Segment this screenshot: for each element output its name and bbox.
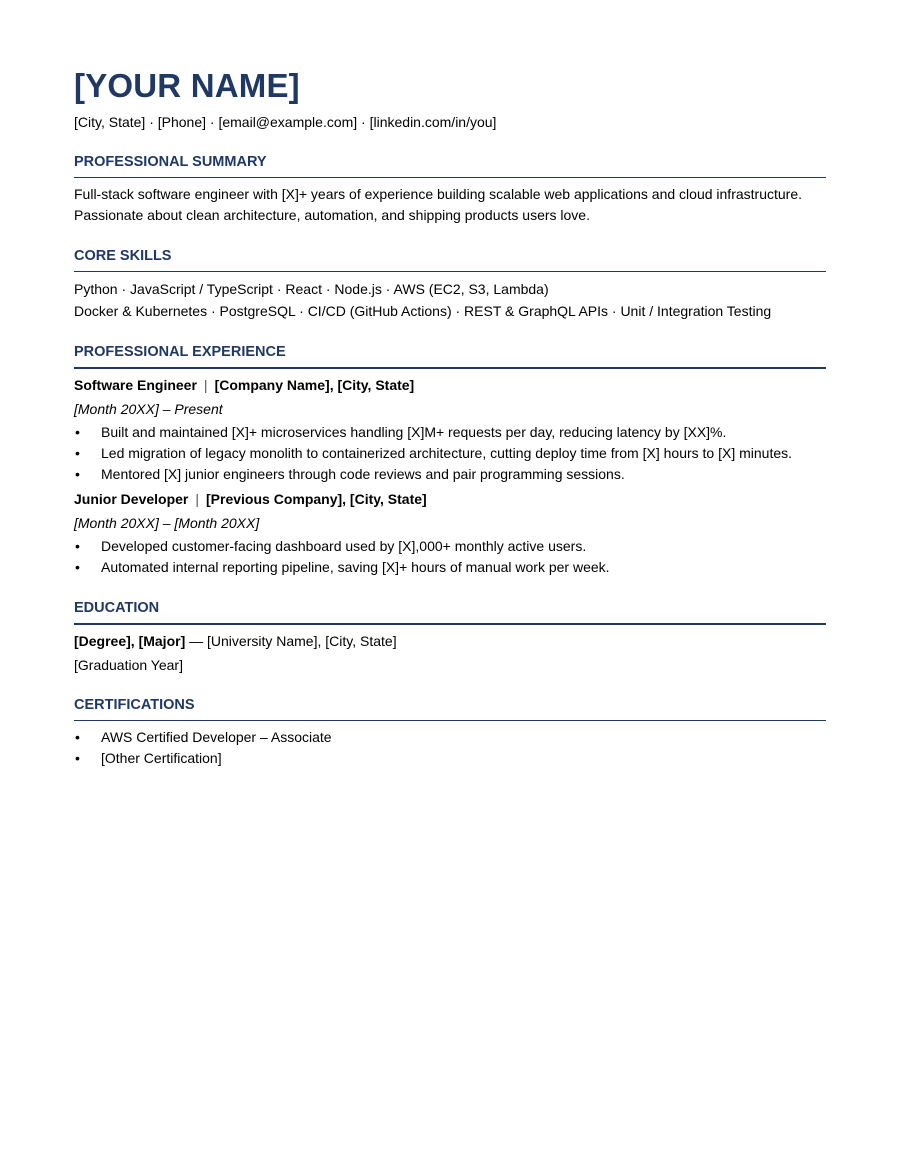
job-separator: | bbox=[203, 377, 208, 393]
bullet-icon: • bbox=[75, 424, 80, 440]
job-company: [Previous Company], [City, State] bbox=[206, 491, 427, 507]
job-header bbox=[74, 375, 826, 395]
certifications-list bbox=[74, 727, 826, 769]
list-item bbox=[74, 727, 826, 748]
list-item bbox=[74, 422, 826, 443]
job-bullets bbox=[74, 422, 826, 485]
summary-section bbox=[74, 152, 826, 226]
experience-section bbox=[74, 342, 826, 578]
certifications-heading: CERTIFICATIONS bbox=[74, 695, 826, 721]
job-entry bbox=[74, 375, 826, 485]
certifications-section bbox=[74, 695, 826, 769]
job-company: [Company Name], [City, State] bbox=[214, 377, 415, 393]
job-role: Junior Developer bbox=[74, 491, 189, 507]
skills-section bbox=[74, 246, 826, 322]
job-role: Software Engineer bbox=[74, 377, 197, 393]
education-line bbox=[74, 631, 826, 651]
job-dates: [Month 20XX] – [Month 20XX] bbox=[74, 515, 260, 531]
candidate-name: [YOUR NAME] bbox=[74, 67, 300, 104]
skills-line: Python · JavaScript / TypeScript · React · Node.js · AWS (EC2, S3, Lambda) bbox=[74, 281, 549, 297]
bullet-text: Built and maintained [X]+ microservices handling [X]M+ requests per day, reducing latency by [XX]%. bbox=[101, 424, 727, 440]
list-item bbox=[74, 748, 826, 769]
bullet-icon: • bbox=[75, 538, 80, 554]
job-separator: | bbox=[195, 491, 200, 507]
job-header bbox=[74, 489, 826, 509]
job-dates: [Month 20XX] – Present bbox=[74, 401, 223, 417]
certification-text: AWS Certified Developer – Associate bbox=[101, 729, 332, 745]
skills-line: Docker & Kubernetes · PostgreSQL · CI/CD (GitHub Actions) · REST & GraphQL APIs · Unit / Integration Testing bbox=[74, 303, 772, 319]
bullet-icon: • bbox=[75, 750, 80, 766]
list-item bbox=[74, 443, 826, 464]
list-item bbox=[74, 464, 826, 485]
summary-line: Passionate about clean architecture, automation, and shipping products users love. bbox=[74, 207, 590, 223]
contact-info: [City, State] · [Phone] · [email@example.com] · [linkedin.com/in/you] bbox=[74, 114, 497, 130]
education-degree: [Degree], [Major] bbox=[74, 633, 186, 649]
skills-heading: CORE SKILLS bbox=[74, 246, 826, 272]
bullet-icon: • bbox=[75, 559, 80, 575]
list-item bbox=[74, 536, 826, 557]
job-bullets bbox=[74, 536, 826, 578]
bullet-text: Developed customer-facing dashboard used by [X],000+ monthly active users. bbox=[101, 538, 587, 554]
education-section bbox=[74, 598, 826, 675]
education-year: [Graduation Year] bbox=[74, 657, 183, 673]
bullet-icon: • bbox=[75, 466, 80, 482]
bullet-text: Mentored [X] junior engineers through code reviews and pair programming sessions. bbox=[101, 466, 625, 482]
summary-heading: PROFESSIONAL SUMMARY bbox=[74, 152, 826, 178]
bullet-text: Led migration of legacy monolith to containerized architecture, cutting deploy time from [X] hours to [X] minutes. bbox=[101, 445, 793, 461]
certification-text: [Other Certification] bbox=[101, 750, 222, 766]
bullet-text: Automated internal reporting pipeline, saving [X]+ hours of manual work per week. bbox=[101, 559, 610, 575]
experience-heading: PROFESSIONAL EXPERIENCE bbox=[74, 342, 826, 369]
list-item bbox=[74, 557, 826, 578]
education-school: [University Name], [City, State] bbox=[207, 633, 397, 649]
education-dash: — bbox=[185, 633, 208, 649]
summary-line: Full-stack software engineer with [X]+ years of experience building scalable web applications and cloud infrastructure. bbox=[74, 186, 802, 202]
job-entry bbox=[74, 489, 826, 578]
bullet-icon: • bbox=[75, 729, 80, 745]
education-heading: EDUCATION bbox=[74, 598, 826, 625]
bullet-icon: • bbox=[75, 445, 80, 461]
